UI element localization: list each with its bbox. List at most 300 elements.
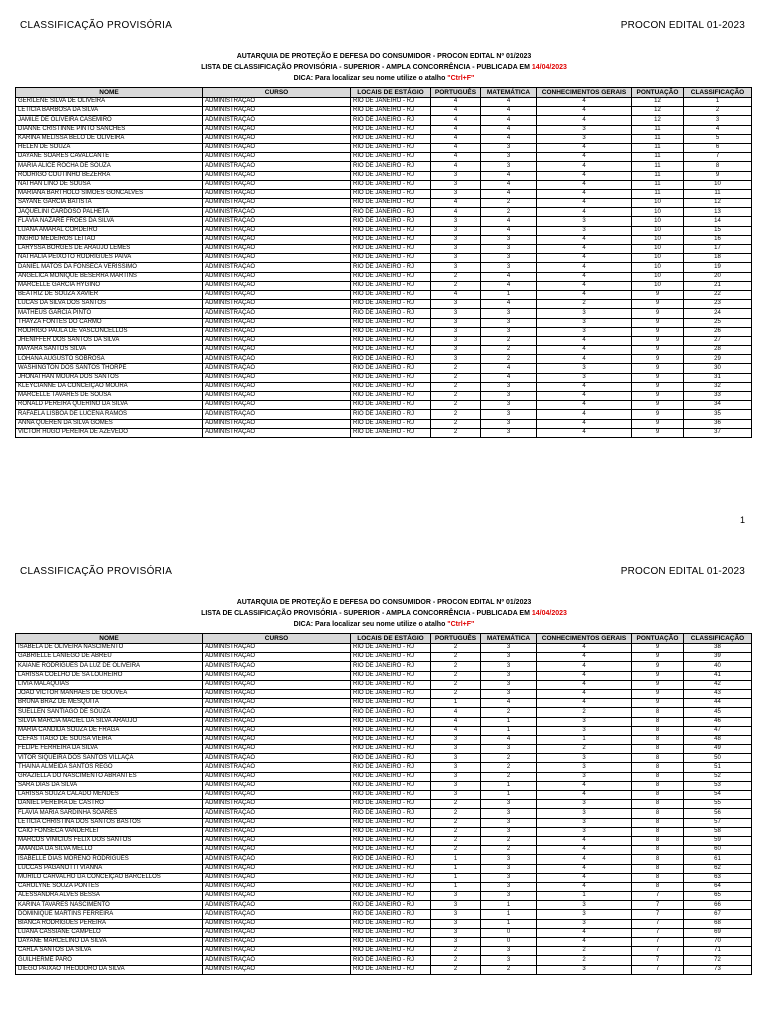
table-row — [16, 134, 752, 143]
col-curso: ADMINISTRAÇÃO — [203, 745, 351, 754]
col-local: RIO DE JANEIRO - RJ — [351, 671, 431, 680]
col-pontuacao: 9 — [632, 419, 684, 428]
col-matematica: 4 — [481, 281, 537, 290]
col-local: RIO DE JANEIRO - RJ — [351, 419, 431, 428]
col-classificacao: 69 — [684, 928, 752, 937]
col-matematica: 4 — [481, 699, 537, 708]
col-classificacao: 18 — [684, 254, 752, 263]
col-matematica: 1 — [481, 717, 537, 726]
col-conhecimentos: 4 — [537, 153, 632, 162]
col-classificacao: 21 — [684, 281, 752, 290]
col-curso: ADMINISTRAÇÃO — [203, 217, 351, 226]
col-local: RIO DE JANEIRO - RJ — [351, 846, 431, 855]
col-classificacao: 9 — [684, 171, 752, 180]
col-pontuacao: 11 — [632, 189, 684, 198]
col-pontuacao: 9 — [632, 392, 684, 401]
table-row — [16, 217, 752, 226]
col-classificacao: 31 — [684, 373, 752, 382]
col-nome: CARLA SANTOS DA SILVA — [16, 947, 203, 956]
col-pontuacao: 7 — [632, 956, 684, 965]
col-nome: MARCELLE GARCIA HYGINO — [16, 281, 203, 290]
col-matematica: 3 — [481, 680, 537, 689]
col-nome: ALESSANDRA ALVES BESSA — [16, 892, 203, 901]
col-portugues: 3 — [431, 355, 481, 364]
col-nome: DIANNE CRISTINNE PINTO SANCHES — [16, 125, 203, 134]
col-local: RIO DE JANEIRO - RJ — [351, 107, 431, 116]
col-pontuacao: 9 — [632, 699, 684, 708]
table-header-row — [16, 634, 752, 644]
col-curso: ADMINISTRAÇÃO — [203, 791, 351, 800]
col-portugues: 2 — [431, 671, 481, 680]
col-pontuacao: 7 — [632, 938, 684, 947]
col-matematica: 3 — [481, 263, 537, 272]
col-matematica: 2 — [481, 336, 537, 345]
col-conhecimentos: 3 — [537, 827, 632, 836]
col-pontuacao: 9 — [632, 309, 684, 318]
col-portugues: 3 — [431, 309, 481, 318]
col-matematica: 3 — [481, 254, 537, 263]
table-header-row — [16, 88, 752, 98]
col-curso: ADMINISTRAÇÃO — [203, 401, 351, 410]
col-matematica: 3 — [481, 947, 537, 956]
col-classificacao: 34 — [684, 401, 752, 410]
col-local: RIO DE JANEIRO - RJ — [351, 309, 431, 318]
col-classificacao: 71 — [684, 947, 752, 956]
col-matematica: 2 — [481, 965, 537, 974]
col-matematica: 1 — [481, 901, 537, 910]
table-row — [16, 855, 752, 864]
col-conhecimentos: 4 — [537, 410, 632, 419]
col-matematica: 3 — [481, 153, 537, 162]
col-pontuacao: 9 — [632, 336, 684, 345]
col-portugues: 3 — [431, 735, 481, 744]
col-matematica: 4 — [481, 107, 537, 116]
column-header-portugues: PORTUGUÊS — [431, 88, 481, 98]
col-nome: RONALD PEREIRA QUERINO DA SILVA — [16, 401, 203, 410]
col-classificacao: 37 — [684, 428, 752, 437]
col-pontuacao: 8 — [632, 864, 684, 873]
table-row — [16, 336, 752, 345]
col-conhecimentos: 3 — [537, 965, 632, 974]
col-nome: DANIEL MATOS DA FONSECA VERÍSSIMO — [16, 263, 203, 272]
table-row — [16, 199, 752, 208]
col-pontuacao: 9 — [632, 671, 684, 680]
col-nome: SUELLEN SANTIAGO DE SOUZA — [16, 708, 203, 717]
table-row — [16, 153, 752, 162]
col-portugues: 2 — [431, 836, 481, 845]
col-nome: KARINA MELISSA BELO DE OLIVEIRA — [16, 134, 203, 143]
col-classificacao: 43 — [684, 689, 752, 698]
col-conhecimentos: 4 — [537, 254, 632, 263]
col-pontuacao: 8 — [632, 800, 684, 809]
col-nome: LETÍCIA CHRISTINA DOS SANTOS BASTOS — [16, 818, 203, 827]
col-curso: ADMINISTRAÇÃO — [203, 800, 351, 809]
col-pontuacao: 7 — [632, 965, 684, 974]
col-portugues: 3 — [431, 245, 481, 254]
col-pontuacao: 8 — [632, 855, 684, 864]
col-matematica: 4 — [481, 735, 537, 744]
col-local: RIO DE JANEIRO - RJ — [351, 199, 431, 208]
col-curso: ADMINISTRAÇÃO — [203, 855, 351, 864]
col-curso: ADMINISTRAÇÃO — [203, 419, 351, 428]
page-number: 1 — [739, 515, 745, 525]
col-portugues: 2 — [431, 809, 481, 818]
column-header-nome: NOME — [16, 88, 203, 98]
col-classificacao: 70 — [684, 938, 752, 947]
col-local: RIO DE JANEIRO - RJ — [351, 763, 431, 772]
classification-table — [15, 633, 752, 975]
col-matematica: 3 — [481, 882, 537, 891]
col-portugues: 3 — [431, 263, 481, 272]
col-local: RIO DE JANEIRO - RJ — [351, 217, 431, 226]
col-conhecimentos: 4 — [537, 290, 632, 299]
col-curso: ADMINISTRAÇÃO — [203, 928, 351, 937]
col-nome: GABRIELLE LANIÊGO DE ABREU — [16, 653, 203, 662]
col-matematica: 3 — [481, 800, 537, 809]
col-conhecimentos: 3 — [537, 809, 632, 818]
col-curso: ADMINISTRAÇÃO — [203, 281, 351, 290]
table-row — [16, 662, 752, 671]
col-pontuacao: 9 — [632, 373, 684, 382]
col-matematica: 4 — [481, 217, 537, 226]
col-nome: HELEN DE SOUZA — [16, 143, 203, 152]
col-portugues: 3 — [431, 171, 481, 180]
col-portugues: 3 — [431, 346, 481, 355]
table-row — [16, 772, 752, 781]
col-local: RIO DE JANEIRO - RJ — [351, 938, 431, 947]
col-nome: SAYANE GARCIA BATISTA — [16, 199, 203, 208]
col-pontuacao: 10 — [632, 235, 684, 244]
page-header-edital: PROCON EDITAL 01-2023 — [620, 20, 745, 31]
col-conhecimentos: 4 — [537, 336, 632, 345]
table-row — [16, 171, 752, 180]
col-matematica: 3 — [481, 864, 537, 873]
table-row — [16, 263, 752, 272]
col-matematica: 3 — [481, 162, 537, 171]
col-portugues: 2 — [431, 364, 481, 373]
col-pontuacao: 7 — [632, 901, 684, 910]
col-pontuacao: 9 — [632, 653, 684, 662]
col-local: RIO DE JANEIRO - RJ — [351, 653, 431, 662]
col-pontuacao: 8 — [632, 827, 684, 836]
col-pontuacao: 8 — [632, 726, 684, 735]
col-pontuacao: 10 — [632, 226, 684, 235]
col-matematica: 4 — [481, 134, 537, 143]
table-row — [16, 644, 752, 653]
col-portugues: 2 — [431, 382, 481, 391]
col-portugues: 3 — [431, 892, 481, 901]
col-curso: ADMINISTRAÇÃO — [203, 699, 351, 708]
col-classificacao: 53 — [684, 781, 752, 790]
table-row — [16, 671, 752, 680]
col-classificacao: 55 — [684, 800, 752, 809]
table-row — [16, 763, 752, 772]
col-pontuacao: 8 — [632, 882, 684, 891]
col-nome: MARCELLE TAVARES DE SOUSA — [16, 392, 203, 401]
col-pontuacao: 8 — [632, 873, 684, 882]
col-classificacao: 2 — [684, 107, 752, 116]
col-local: RIO DE JANEIRO - RJ — [351, 180, 431, 189]
col-nome: MAYARA SANTOS SILVA — [16, 346, 203, 355]
col-matematica: 3 — [481, 428, 537, 437]
table-row — [16, 689, 752, 698]
col-matematica: 4 — [481, 180, 537, 189]
table-row — [16, 290, 752, 299]
page-header-title: CLASSIFICAÇÃO PROVISÓRIA — [20, 566, 173, 577]
col-matematica: 1 — [481, 910, 537, 919]
col-classificacao: 24 — [684, 309, 752, 318]
col-conhecimentos: 3 — [537, 772, 632, 781]
col-local: RIO DE JANEIRO - RJ — [351, 208, 431, 217]
agency-title: AUTARQUIA DE PROTEÇÃO E DEFESA DO CONSUMIDOR - PROCON EDITAL Nº 01/2023 — [236, 53, 532, 60]
col-pontuacao: 9 — [632, 680, 684, 689]
col-curso: ADMINISTRAÇÃO — [203, 947, 351, 956]
col-curso: ADMINISTRAÇÃO — [203, 327, 351, 336]
col-matematica: 3 — [481, 873, 537, 882]
col-conhecimentos: 3 — [537, 763, 632, 772]
col-portugues: 4 — [431, 717, 481, 726]
col-portugues: 4 — [431, 208, 481, 217]
col-conhecimentos: 2 — [537, 708, 632, 717]
col-matematica: 1 — [481, 781, 537, 790]
col-matematica: 1 — [481, 791, 537, 800]
table-row — [16, 254, 752, 263]
col-matematica: 4 — [481, 116, 537, 125]
col-conhecimentos: 4 — [537, 245, 632, 254]
col-portugues: 2 — [431, 272, 481, 281]
col-classificacao: 44 — [684, 699, 752, 708]
table-row — [16, 800, 752, 809]
table-row — [16, 143, 752, 152]
col-curso: ADMINISTRAÇÃO — [203, 180, 351, 189]
col-classificacao: 17 — [684, 245, 752, 254]
col-classificacao: 40 — [684, 662, 752, 671]
col-local: RIO DE JANEIRO - RJ — [351, 373, 431, 382]
table-row — [16, 809, 752, 818]
col-nome: RAFAELA LISBOA DE LUCENA RAMOS — [16, 410, 203, 419]
col-curso: ADMINISTRAÇÃO — [203, 956, 351, 965]
col-conhecimentos: 3 — [537, 910, 632, 919]
col-portugues: 3 — [431, 928, 481, 937]
col-pontuacao: 8 — [632, 745, 684, 754]
col-local: RIO DE JANEIRO - RJ — [351, 235, 431, 244]
col-local: RIO DE JANEIRO - RJ — [351, 327, 431, 336]
col-portugues: 3 — [431, 336, 481, 345]
agency-title: AUTARQUIA DE PROTEÇÃO E DEFESA DO CONSUMIDOR - PROCON EDITAL Nº 01/2023 — [236, 599, 532, 606]
table-row — [16, 882, 752, 891]
col-nome: FLAVIA MARIA SARDINHA SOARES — [16, 809, 203, 818]
col-pontuacao: 11 — [632, 134, 684, 143]
col-curso: ADMINISTRAÇÃO — [203, 689, 351, 698]
col-classificacao: 32 — [684, 382, 752, 391]
col-portugues: 4 — [431, 726, 481, 735]
column-header-local: LOCAIS DE ESTÁGIO — [351, 634, 431, 644]
col-conhecimentos: 3 — [537, 309, 632, 318]
col-portugues: 3 — [431, 217, 481, 226]
col-local: RIO DE JANEIRO - RJ — [351, 263, 431, 272]
col-matematica: 3 — [481, 419, 537, 428]
col-curso: ADMINISTRAÇÃO — [203, 364, 351, 373]
col-local: RIO DE JANEIRO - RJ — [351, 116, 431, 125]
col-classificacao: 10 — [684, 180, 752, 189]
col-local: RIO DE JANEIRO - RJ — [351, 800, 431, 809]
col-local: RIO DE JANEIRO - RJ — [351, 336, 431, 345]
col-portugues: 2 — [431, 410, 481, 419]
col-local: RIO DE JANEIRO - RJ — [351, 680, 431, 689]
col-curso: ADMINISTRAÇÃO — [203, 892, 351, 901]
col-portugues: 3 — [431, 781, 481, 790]
col-pontuacao: 8 — [632, 836, 684, 845]
col-pontuacao: 7 — [632, 928, 684, 937]
col-matematica: 3 — [481, 644, 537, 653]
col-classificacao: 20 — [684, 272, 752, 281]
col-classificacao: 12 — [684, 199, 752, 208]
col-conhecimentos: 3 — [537, 901, 632, 910]
col-classificacao: 15 — [684, 226, 752, 235]
col-curso: ADMINISTRAÇÃO — [203, 965, 351, 974]
col-matematica: 3 — [481, 855, 537, 864]
col-matematica: 3 — [481, 671, 537, 680]
col-portugues: 4 — [431, 290, 481, 299]
col-matematica: 3 — [481, 143, 537, 152]
col-portugues: 2 — [431, 947, 481, 956]
col-local: RIO DE JANEIRO - RJ — [351, 162, 431, 171]
col-conhecimentos: 4 — [537, 208, 632, 217]
col-conhecimentos: 4 — [537, 355, 632, 364]
table-row — [16, 745, 752, 754]
col-conhecimentos: 4 — [537, 428, 632, 437]
col-curso: ADMINISTRAÇÃO — [203, 272, 351, 281]
col-portugues: 3 — [431, 791, 481, 800]
col-local: RIO DE JANEIRO - RJ — [351, 892, 431, 901]
publication-date: 14/04/2023 — [531, 610, 567, 617]
col-curso: ADMINISTRAÇÃO — [203, 662, 351, 671]
col-curso: ADMINISTRAÇÃO — [203, 116, 351, 125]
col-nome: INGRID MEDEIROS LEITAO — [16, 235, 203, 244]
col-matematica: 2 — [481, 763, 537, 772]
col-pontuacao: 11 — [632, 180, 684, 189]
col-matematica: 1 — [481, 290, 537, 299]
col-matematica: 2 — [481, 355, 537, 364]
col-conhecimentos: 3 — [537, 125, 632, 134]
col-conhecimentos: 3 — [537, 717, 632, 726]
col-curso: ADMINISTRAÇÃO — [203, 235, 351, 244]
col-pontuacao: 10 — [632, 263, 684, 272]
col-conhecimentos: 3 — [537, 818, 632, 827]
table-row — [16, 956, 752, 965]
col-classificacao: 65 — [684, 892, 752, 901]
col-matematica: 4 — [481, 226, 537, 235]
col-portugues: 2 — [431, 662, 481, 671]
col-nome: GUILHERME PARO — [16, 956, 203, 965]
table-row — [16, 910, 752, 919]
col-pontuacao: 9 — [632, 382, 684, 391]
col-conhecimentos: 1 — [537, 892, 632, 901]
col-portugues: 2 — [431, 373, 481, 382]
search-tip: DICA: Para localizar seu nome utilize o atalho "Ctrl+F" — [293, 75, 475, 82]
table-row — [16, 272, 752, 281]
col-pontuacao: 9 — [632, 318, 684, 327]
col-curso: ADMINISTRAÇÃO — [203, 382, 351, 391]
col-nome: BRUNA BRAZ DE MESQUITA — [16, 699, 203, 708]
col-local: RIO DE JANEIRO - RJ — [351, 735, 431, 744]
col-nome: MARCOS VINICIUS FELIX DOS SANTOS — [16, 836, 203, 845]
col-portugues: 4 — [431, 107, 481, 116]
col-conhecimentos: 2 — [537, 947, 632, 956]
col-classificacao: 38 — [684, 644, 752, 653]
col-curso: ADMINISTRAÇÃO — [203, 171, 351, 180]
col-conhecimentos: 4 — [537, 855, 632, 864]
col-curso: ADMINISTRAÇÃO — [203, 680, 351, 689]
col-matematica: 2 — [481, 772, 537, 781]
col-matematica: 4 — [481, 364, 537, 373]
col-matematica: 3 — [481, 410, 537, 419]
col-curso: ADMINISTRAÇÃO — [203, 392, 351, 401]
col-matematica: 2 — [481, 208, 537, 217]
col-classificacao: 28 — [684, 346, 752, 355]
col-curso: ADMINISTRAÇÃO — [203, 125, 351, 134]
col-classificacao: 54 — [684, 791, 752, 800]
col-nome: AMANDA DA SILVA MELLO — [16, 846, 203, 855]
col-pontuacao: 9 — [632, 364, 684, 373]
col-conhecimentos: 4 — [537, 235, 632, 244]
col-matematica: 2 — [481, 754, 537, 763]
col-local: RIO DE JANEIRO - RJ — [351, 965, 431, 974]
col-local: RIO DE JANEIRO - RJ — [351, 346, 431, 355]
col-local: RIO DE JANEIRO - RJ — [351, 272, 431, 281]
col-curso: ADMINISTRAÇÃO — [203, 226, 351, 235]
table-row — [16, 754, 752, 763]
col-matematica: 0 — [481, 928, 537, 937]
col-conhecimentos: 4 — [537, 180, 632, 189]
table-row — [16, 281, 752, 290]
table-row — [16, 965, 752, 974]
table-row — [16, 382, 752, 391]
col-curso: ADMINISTRAÇÃO — [203, 717, 351, 726]
col-portugues: 4 — [431, 125, 481, 134]
col-classificacao: 60 — [684, 846, 752, 855]
col-matematica: 1 — [481, 726, 537, 735]
col-matematica: 3 — [481, 318, 537, 327]
col-portugues: 3 — [431, 189, 481, 198]
col-conhecimentos: 4 — [537, 689, 632, 698]
col-nome: DANIEL PEREIRA DE CASTRO — [16, 800, 203, 809]
col-portugues: 3 — [431, 180, 481, 189]
col-local: RIO DE JANEIRO - RJ — [351, 428, 431, 437]
col-classificacao: 52 — [684, 772, 752, 781]
col-curso: ADMINISTRAÇÃO — [203, 107, 351, 116]
col-local: RIO DE JANEIRO - RJ — [351, 382, 431, 391]
col-nome: KAIANE RODRIGUES DA LUZ DE OLIVEIRA — [16, 662, 203, 671]
col-classificacao: 1 — [684, 98, 752, 107]
col-local: RIO DE JANEIRO - RJ — [351, 254, 431, 263]
col-nome: DAYANE SOARES CAVALCANTE — [16, 153, 203, 162]
col-curso: ADMINISTRAÇÃO — [203, 98, 351, 107]
col-classificacao: 62 — [684, 864, 752, 873]
column-header-curso: CURSO — [203, 88, 351, 98]
col-portugues: 4 — [431, 143, 481, 152]
col-classificacao: 72 — [684, 956, 752, 965]
col-classificacao: 14 — [684, 217, 752, 226]
col-conhecimentos: 4 — [537, 116, 632, 125]
col-matematica: 3 — [481, 818, 537, 827]
col-conhecimentos: 4 — [537, 189, 632, 198]
table-row — [16, 864, 752, 873]
col-local: RIO DE JANEIRO - RJ — [351, 143, 431, 152]
col-pontuacao: 10 — [632, 272, 684, 281]
col-curso: ADMINISTRAÇÃO — [203, 254, 351, 263]
col-classificacao: 41 — [684, 671, 752, 680]
